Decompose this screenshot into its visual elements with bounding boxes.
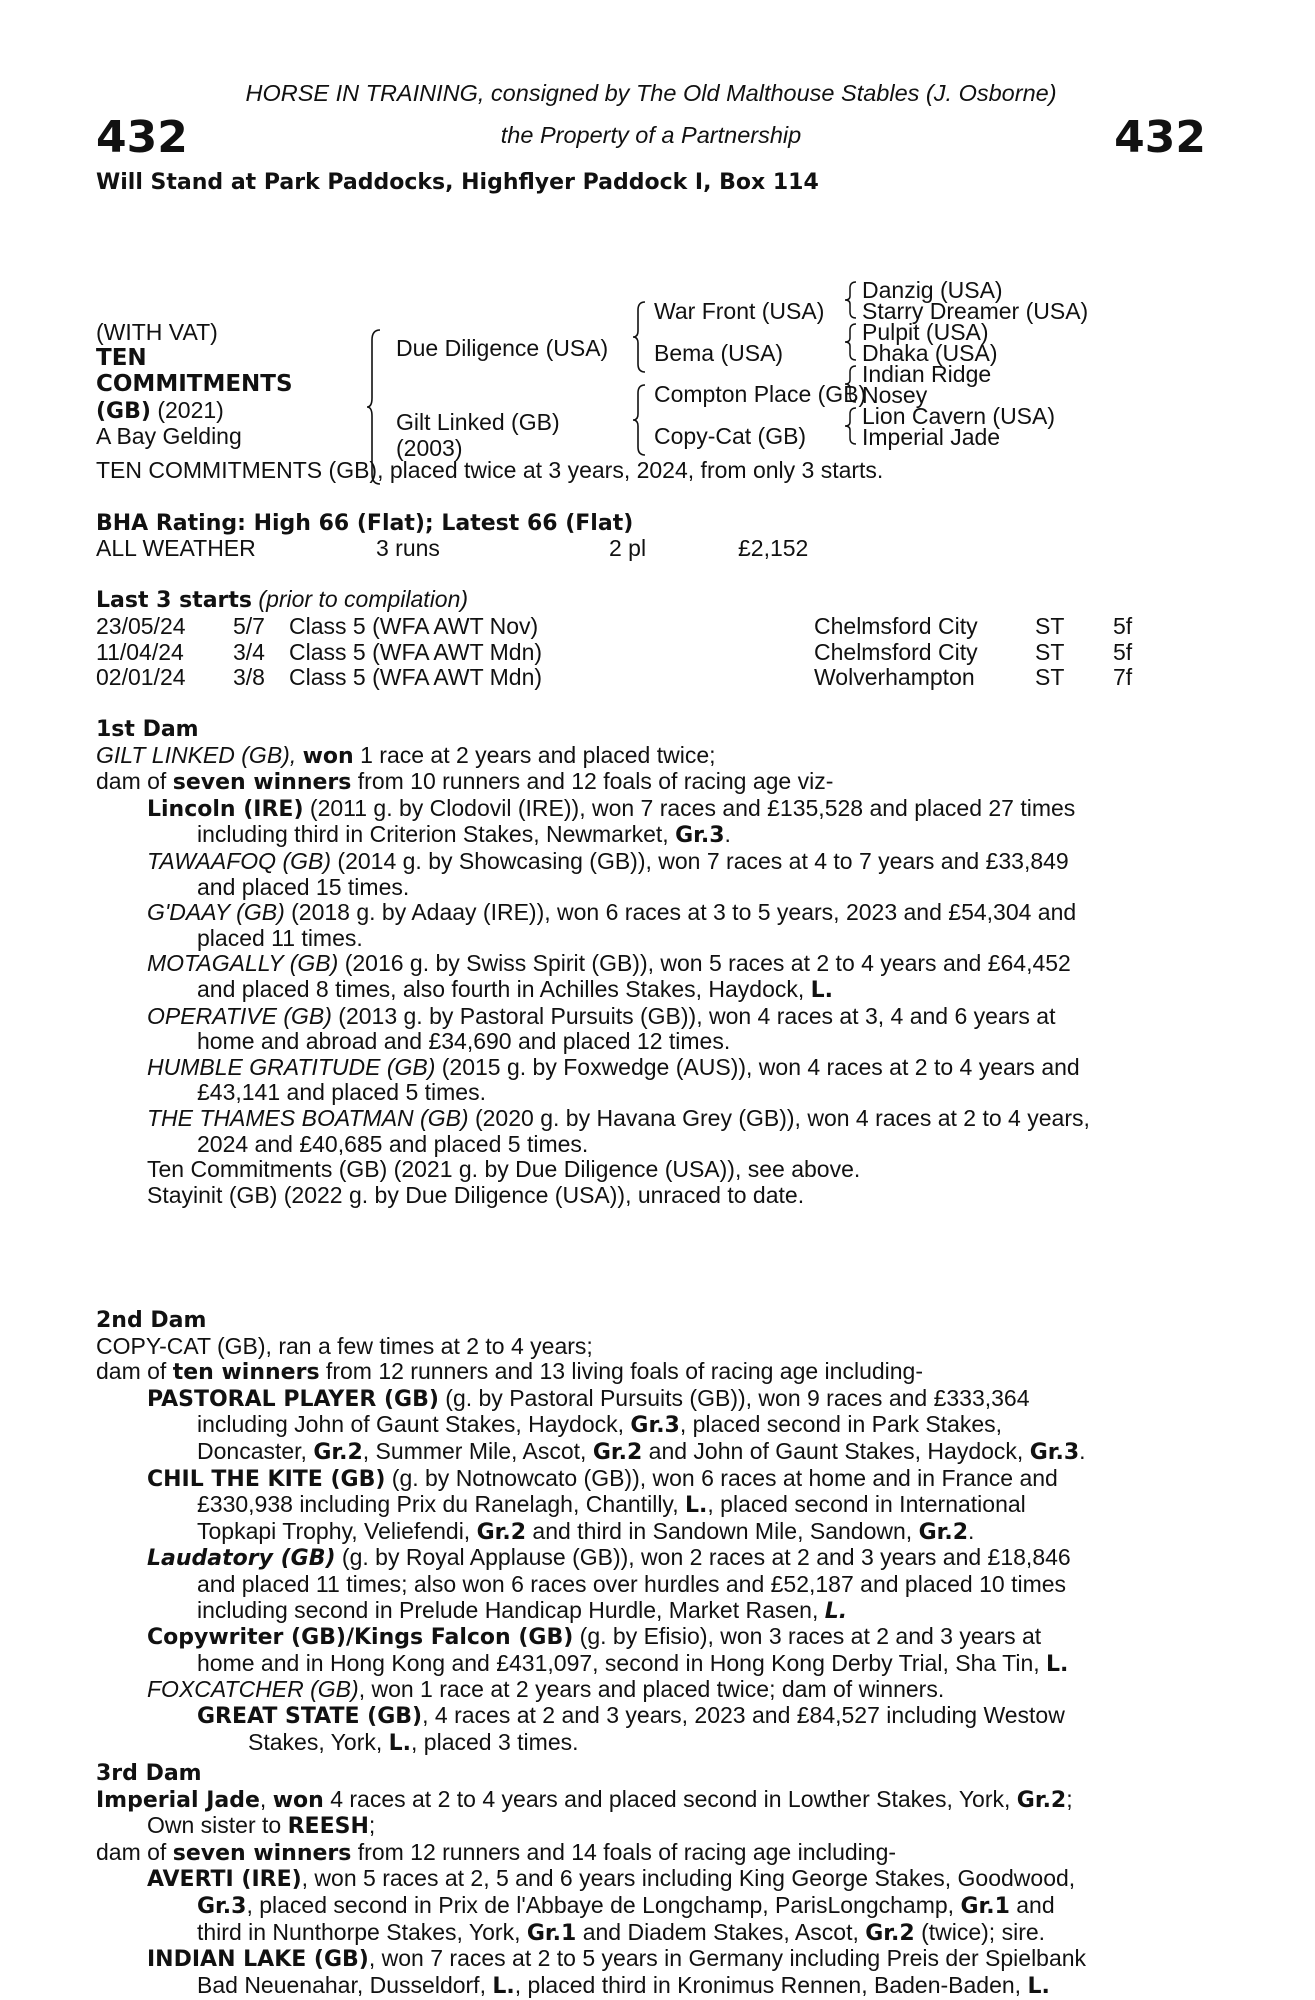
progeny-tawaafoq: TAWAAFOQ (GB) (2014 g. by Showcasing (GB)), won 7 races at 4 to 7 years and £33,849 (147, 847, 1069, 874)
start-date: 23/05/24 (96, 613, 186, 639)
start-position: 3/4 (233, 638, 265, 665)
third-dam-title: 3rd Dam (96, 1761, 202, 1786)
lot-number-right: 432 (1114, 112, 1206, 163)
dam-year: (2003) (396, 435, 463, 461)
third-dam-sister: Own sister to REESH; (147, 1812, 376, 1840)
owner-line: the Property of a Partnership (500, 122, 802, 148)
sire-sire: War Front (USA) (654, 298, 825, 324)
grandsire-4: Dhaka (USA) (862, 340, 998, 366)
horse-name-line2: COMMITMENTS (96, 371, 293, 397)
rating-title: BHA Rating: High 66 (Flat); Latest 66 (Flat) (96, 511, 634, 536)
start-date: 02/01/24 (96, 664, 186, 691)
start-course: Chelmsford City (814, 613, 978, 639)
horse-summary: TEN COMMITMENTS (GB), placed twice at 3 years, 2024, from only 3 starts. (96, 457, 884, 483)
last-starts-note: (prior to compilation) (258, 586, 469, 612)
grandsire-7: Lion Cavern (USA) (862, 403, 1056, 429)
start-row (96, 664, 1206, 690)
grandsire-6: Nosey (862, 382, 928, 408)
rating-surface: ALL WEATHER (96, 535, 256, 561)
pedigree-brace-5 (844, 322, 858, 362)
start-course: Wolverhampton (814, 664, 975, 691)
start-row (96, 639, 1206, 665)
horse-description: A Bay Gelding (96, 423, 242, 449)
first-dam-section: 1st Dam GILT LINKED (GB), won 1 race at 2 years and placed twice; dam of seven winners from 10 runners and 12 foals of racing age viz- Lincoln (IRE) (2011 g. by Clodovil (IRE)), won 7 races and £135,528 and placed 27 times including third in Criterion Stakes, Newmarket, Gr.3. TAWAAFOQ (GB) (2014 g. by Showcasing (GB)), won 7 races at 4 to 7 years and £33,849 and placed 15 times. G'DAAY (GB) (2018 g. by Adaay (IRE)), won 6 races at 3 to 5 years, 2023 and £54,304 and placed 11 times. MOTAGALLY (GB) (2016 g. by Swiss Spirit (GB)), won 5 races at 2 to 4 years and £64,452 and placed 8 times, also fourth in Achilles Stakes, Haydock, L. OPERATIVE (GB) (2013 g. by Pastoral Pursuits (GB)), won 4 races at 3, 4 and 6 years at home and abroad and £34,690 and placed 12 times. HUMBLE GRATITUDE (GB) (2015 g. by Foxwedge (AUS)), won 4 races at 2 to 4 years and £43,141 and placed 5 times. THE THAMES BOATMAN (GB) (2020 g. by Havana Grey (GB)), won 4 races at 2 to 4 years, 2024 and £40,685 and placed 5 times. Ten Commitments (GB) (2021 g. by Due Diligence (USA)), see above. Stayinit (GB) (2022 g. by Due Diligence (USA)), unraced to date. (96, 717, 1206, 1208)
progeny-thames-boatman: THE THAMES BOATMAN (GB) (2020 g. by Havana Grey (GB)), won 4 races at 2 to 4 years, (147, 1104, 1090, 1131)
grandsire-3: Pulpit (USA) (862, 319, 989, 345)
second-dam-section: 2nd Dam COPY-CAT (GB), ran a few times at 2 to 4 years; dam of ten winners from 12 runners and 13 living foals of racing age including- PASTORAL PLAYER (GB) (g. by Pastoral Pursuits (GB)), won 9 races and £333,364 including John of Gaunt Stakes, Haydock, Gr.3, placed second in Park Stakes, Doncaster, Gr.2, Summer Mile, Ascot, Gr.2 and John of Gaunt Stakes, Haydock, Gr.3. CHIL THE KITE (GB) (g. by Notnowcato (GB)), won 6 races at home and in France and £330,938 including Prix du Ranelagh, Chantilly, L., placed second in International Topkapi Trophy, Veliefendi, Gr.2 and third in Sandown Mile, Sandown, Gr.2. Laudatory (GB) (g. by Royal Applause (GB)), won 2 races at 2 and 3 years and £18,846 and placed 11 times; also won 6 races over hurdles and £52,187 and placed 10 times including second in Prelude Handicap Hurdle, Market Rasen, L. Copywriter (GB)/Kings Falcon (GB) (g. by Efisio), won 3 races at 2 and 3 years at home and in Hong Kong and £431,097, second in Hong Kong Derby Trial, Sha Tin, L. FOXCATCHER (GB), won 1 race at 2 years and placed twice; dam of winners. GREAT STATE (GB), 4 races at 2 and 3 years, 2023 and £84,527 including Westow Stakes, York, L., placed 3 times. (96, 1308, 1206, 1756)
pedigree-brace-3 (632, 383, 648, 457)
first-dam-title: 1st Dam (96, 717, 199, 742)
dam-name: Gilt Linked (GB) (396, 409, 560, 435)
start-position: 3/8 (233, 664, 265, 691)
start-distance: 5f (1113, 613, 1133, 639)
progeny-gdaay: G'DAAY (GB) (2018 g. by Adaay (IRE)), won 6 races at 3 to 5 years, 2023 and £54,304 and (147, 899, 1077, 926)
pedigree-brace-6 (844, 364, 858, 404)
progeny-humble-gratitude: HUMBLE GRATITUDE (GB) (2015 g. by Foxwedge (AUS)), won 4 races at 2 to 4 years and (147, 1053, 1080, 1080)
lot-number-left: 432 (96, 112, 188, 163)
pedigree-brace-4 (844, 280, 858, 320)
rating-earnings: £2,152 (738, 535, 809, 561)
start-race: Class 5 (WFA AWT Mdn) (289, 638, 543, 665)
dam-sire: Compton Place (GB) (654, 381, 867, 407)
first-dam-record: GILT LINKED (GB), won 1 race at 2 years and placed twice; (96, 741, 716, 769)
progeny-great-state: GREAT STATE (GB), 4 races at 2 and 3 years, 2023 and £84,527 including Westow (197, 1701, 1065, 1729)
second-dam-record: COPY-CAT (GB), ran a few times at 2 to 4 years; (96, 1332, 593, 1359)
start-row (96, 613, 1206, 639)
rating-row (96, 535, 1206, 561)
last-starts-title: Last 3 starts (96, 588, 253, 613)
grandsire-1: Danzig (USA) (862, 277, 1003, 303)
pedigree-brace-2 (632, 300, 648, 374)
sire-name: Due Diligence (USA) (396, 335, 609, 361)
start-date: 11/04/24 (96, 638, 184, 665)
start-position: 5/7 (233, 613, 265, 639)
progeny-lincoln: Lincoln (IRE) (2011 g. by Clodovil (IRE)), won 7 races and £135,528 and placed 27 times (147, 794, 1076, 822)
progeny-laudatory: Laudatory (GB) (g. by Royal Applause (GB)), won 2 races at 2 and 3 years and £18,846 (147, 1544, 1071, 1572)
horse-country: (GB) (96, 399, 151, 424)
grandsire-5: Indian Ridge (862, 361, 992, 387)
consignment-line: HORSE IN TRAINING, consigned by The Old Malthouse Stables (J. Osborne) (245, 80, 1057, 106)
start-surface: ST (1035, 613, 1065, 639)
pedigree-brace-7 (844, 406, 858, 446)
vat-note: (WITH VAT) (96, 319, 218, 345)
start-race: Class 5 (WFA AWT Mdn) (289, 664, 543, 691)
progeny-indian-lake: INDIAN LAKE (GB), won 7 races at 2 to 5 years in Germany including Preis der Spielbank (147, 1945, 1087, 1973)
third-dam-section: 3rd Dam Imperial Jade, won 4 races at 2 to 4 years and placed second in Lowther Stakes, York, Gr.2; Own sister to REESH; dam of seven winners from 12 runners and 14 foals of racing age including- AVERTI (IRE), won 5 races at 2, 5 and 6 years including King George Stakes, Goodwood, Gr.3, placed second in Prix de l'Abbaye de Longchamp, ParisLongchamp, Gr.1 and third in Nunthorpe Stakes, York, Gr.1 and Diadem Stakes, Ascot, Gr.2 (twice); sire. INDIAN LAKE (GB), won 7 races at 2 to 5 years in Germany including Preis der Spielbank Bad Neuenahar, Dusseldorf, L., placed third in Kronimus Rennen, Baden-Baden, L. (96, 1761, 1206, 1999)
start-course: Chelmsford City (814, 638, 978, 665)
rating-placed: 2 pl (609, 535, 647, 561)
last-starts-table (96, 613, 1206, 690)
grandsire-8: Imperial Jade (862, 424, 1001, 450)
progeny-copywriter: Copywriter (GB)/Kings Falcon (GB) (g. by Efisio), won 3 races at 2 and 3 years at (147, 1623, 1042, 1651)
second-dam-produce: dam of ten winners from 12 runners and 13 living foals of racing age including- (96, 1358, 924, 1386)
last-starts-heading (96, 587, 1206, 614)
third-dam-produce: dam of seven winners from 12 runners and 14 foals of racing age including- (96, 1838, 897, 1866)
horse-name-line1: TEN (96, 345, 147, 371)
progeny-stayinit: Stayinit (GB) (2022 g. by Due Diligence (USA)), unraced to date. (147, 1181, 805, 1208)
start-surface: ST (1035, 638, 1065, 665)
horse-country-year (96, 398, 224, 424)
progeny-pastoral-player: PASTORAL PLAYER (GB) (g. by Pastoral Pursuits (GB)), won 9 races and £333,364 (147, 1384, 1030, 1412)
start-distance: 7f (1113, 664, 1133, 691)
start-surface: ST (1035, 664, 1065, 691)
second-dam-title: 2nd Dam (96, 1308, 207, 1333)
horse-year: (2021) (157, 397, 224, 423)
progeny-operative: OPERATIVE (GB) (2013 g. by Pastoral Pursuits (GB)), won 4 races at 3, 4 and 6 years at (147, 1002, 1056, 1029)
progeny-ten-commitments: Ten Commitments (GB) (2021 g. by Due Diligence (USA)), see above. (147, 1156, 861, 1183)
first-dam-won: won (302, 743, 354, 769)
start-distance: 5f (1113, 638, 1133, 665)
progeny-foxcatcher: FOXCATCHER (GB), won 1 race at 2 years and placed twice; dam of winners. (147, 1676, 945, 1703)
dam-dam: Copy-Cat (GB) (654, 423, 807, 449)
progeny-chil-the-kite: CHIL THE KITE (GB) (g. by Notnowcato (GB)), won 6 races at home and in France and (147, 1464, 1058, 1492)
pedigree-table (96, 200, 1206, 461)
progeny-motagally: MOTAGALLY (GB) (2016 g. by Swiss Spirit (GB)), won 5 races at 2 to 4 years and £64,452 (147, 950, 1071, 977)
progeny-averti: AVERTI (IRE), won 5 races at 2, 5 and 6 years including King George Stakes, Goodwood, (147, 1865, 1076, 1893)
first-dam-produce: dam of seven winners from 10 runners and 12 foals of racing age viz- (96, 768, 834, 796)
stand-location: Will Stand at Park Paddocks, Highflyer Paddock I, Box 114 (96, 170, 819, 195)
grandsire-2: Starry Dreamer (USA) (862, 298, 1089, 324)
third-dam-record: Imperial Jade, won 4 races at 2 to 4 years and placed second in Lowther Stakes, York, Gr.2; (96, 1785, 1073, 1813)
sire-dam: Bema (USA) (654, 340, 784, 366)
first-dam-name: GILT LINKED (GB), (96, 741, 297, 768)
start-race: Class 5 (WFA AWT Nov) (289, 613, 539, 639)
rating-runs: 3 runs (376, 535, 440, 561)
